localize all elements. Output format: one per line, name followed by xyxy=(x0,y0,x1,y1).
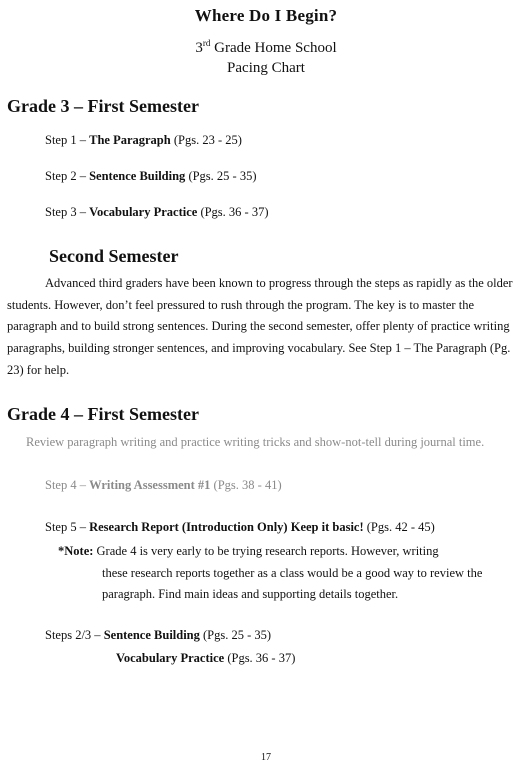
grade-4-step-4 xyxy=(45,478,282,493)
step-prefix: Step 5 – xyxy=(45,520,90,534)
step-pages: (Pgs. 36 - 37) xyxy=(224,651,296,665)
subtitle-line-1-rest: Grade Home School xyxy=(210,40,337,56)
subtitle xyxy=(0,38,532,78)
step-pages: (Pgs. 23 - 25) xyxy=(170,133,242,147)
step-name: Sentence Building xyxy=(89,169,186,183)
grade-4-review-paragraph xyxy=(7,432,517,453)
step-name: Research Report (Introduction Only) Keep it basic! xyxy=(89,520,364,534)
step-name: Writing Assessment #1 xyxy=(89,478,211,492)
subtitle-line-1 xyxy=(0,38,532,58)
note-text-rest: these research reports together as a class would be a good way to review the paragraph. Find main ideas and supporting details together. xyxy=(102,565,483,601)
step-name: The Paragraph xyxy=(89,133,171,147)
step-name: Vocabulary Practice xyxy=(89,205,198,219)
grade-4-steps-2-3 xyxy=(45,628,271,643)
step-prefix: Step 1 – xyxy=(45,133,90,147)
grade-4-heading: Grade 4 – First Semester xyxy=(7,404,199,424)
grade-3-heading: Grade 3 – First Semester xyxy=(7,96,199,116)
note-text-line-1: Grade 4 is very early to be trying research reports. However, writing xyxy=(93,544,439,558)
subtitle-line-2: Pacing Chart xyxy=(227,60,305,76)
grade-3-step-3 xyxy=(45,205,269,220)
second-semester-paragraph xyxy=(7,273,517,382)
step-prefix: Step 2 – xyxy=(45,169,90,183)
step-pages: (Pgs. 38 - 41) xyxy=(210,478,282,492)
second-semester-text: Advanced third graders have been known to progress through the steps as rapidly as the older students. However, don’t feel pressured to rush through the program. The key is to master the paragraph and to build strong sentences. During the second semester, offer plenty of practice writing paragraphs, building stronger sentences, and improving vocabulary. See Step 1 – The Paragraph (Pg. 23) for help. xyxy=(7,276,513,377)
note-line-1 xyxy=(58,541,508,563)
page-number: 17 xyxy=(261,752,271,763)
second-semester-heading: Second Semester xyxy=(49,246,179,266)
grade-3-step-2 xyxy=(45,169,257,184)
grade-4-step-5 xyxy=(45,520,435,535)
step-pages: (Pgs. 25 - 35) xyxy=(185,169,257,183)
step-pages: (Pgs. 25 - 35) xyxy=(199,628,272,642)
step-prefix: Step 4 – xyxy=(45,478,90,492)
step-pages: (Pgs. 36 - 37) xyxy=(197,205,269,219)
note-label: *Note: xyxy=(58,544,94,558)
step-name: Sentence Building xyxy=(103,628,200,642)
grade-number: 3 xyxy=(195,40,203,56)
grade-3-step-1 xyxy=(45,133,242,148)
research-report-note xyxy=(58,541,508,606)
grade-4-steps-2-3-vocabulary xyxy=(116,651,295,666)
ordinal-suffix: rd xyxy=(202,38,211,48)
step-name: Vocabulary Practice xyxy=(116,651,225,665)
step-pages: (Pgs. 42 - 45) xyxy=(363,520,435,534)
step-prefix: Steps 2/3 – xyxy=(45,628,104,642)
page-title: Where Do I Begin? xyxy=(194,6,338,25)
review-text: Review paragraph writing and practice writing tricks and show-not-tell during journal time. xyxy=(26,435,485,449)
step-prefix: Step 3 – xyxy=(45,205,90,219)
